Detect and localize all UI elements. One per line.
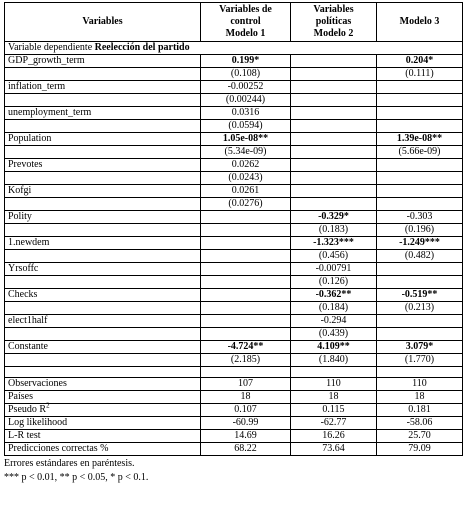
header-model-2: [291, 3, 377, 42]
coefficient-value: -0.00252: [201, 81, 291, 94]
variable-name-spacer: [5, 302, 201, 315]
statistic-label-text: L-R test: [8, 430, 41, 441]
standard-error-row: [5, 224, 463, 237]
statistic-row: [5, 443, 463, 456]
statistic-label-text: Observaciones: [8, 378, 67, 389]
header-model-1-line2: control: [230, 16, 261, 27]
variable-name-spacer: [5, 68, 201, 81]
standard-error-value: (0.439): [291, 328, 377, 341]
variable-name-spacer: [5, 120, 201, 133]
standard-error-value: (1.840): [291, 354, 377, 367]
variable-name-spacer: [5, 354, 201, 367]
coefficient-value: 0.199*: [201, 55, 291, 68]
statistic-label: [5, 378, 201, 391]
table-notes: [4, 457, 462, 485]
coefficient-value: 0.0316: [201, 107, 291, 120]
coefficient-value: [291, 185, 377, 198]
notes-standard-errors: Errores estándares en paréntesis.: [4, 458, 135, 469]
standard-error-value: [201, 328, 291, 341]
coefficient-value: 4.109**: [291, 341, 377, 354]
separator-cell: [377, 367, 463, 378]
coefficient-value: [377, 315, 463, 328]
header-model-1-line1: Variables de: [219, 4, 272, 15]
standard-error-value: (0.183): [291, 224, 377, 237]
coefficient-value: -0.519**: [377, 289, 463, 302]
standard-error-value: [201, 276, 291, 289]
regression-document: [4, 2, 462, 485]
standard-error-row: [5, 276, 463, 289]
variable-name: 1.newdem: [5, 237, 201, 250]
coefficient-row: [5, 263, 463, 276]
standard-error-value: (0.126): [291, 276, 377, 289]
standard-error-value: (0.108): [201, 68, 291, 81]
standard-error-value: (5.66e-09): [377, 146, 463, 159]
standard-error-value: [291, 68, 377, 81]
statistic-value: 0.107: [201, 404, 291, 417]
coefficient-row: [5, 237, 463, 250]
standard-error-value: (0.184): [291, 302, 377, 315]
standard-error-value: [201, 250, 291, 263]
standard-error-value: (2.185): [201, 354, 291, 367]
standard-error-value: [291, 146, 377, 159]
statistic-value: 68.22: [201, 443, 291, 456]
coefficient-row: [5, 315, 463, 328]
dependent-variable-row: [5, 42, 463, 55]
standard-error-value: (1.770): [377, 354, 463, 367]
variable-name-spacer: [5, 328, 201, 341]
coefficient-row: [5, 159, 463, 172]
coefficient-value: [201, 289, 291, 302]
statistic-row: [5, 391, 463, 404]
coefficient-value: [291, 159, 377, 172]
table-header-row: [5, 3, 463, 42]
standard-error-value: (0.0276): [201, 198, 291, 211]
statistic-label-text: Pseudo R: [8, 404, 47, 415]
standard-error-value: [377, 172, 463, 185]
coefficient-value: -0.329*: [291, 211, 377, 224]
dependent-variable-prefix: Variable dependiente: [8, 42, 95, 53]
coefficient-value: [377, 159, 463, 172]
statistic-value: 16.26: [291, 430, 377, 443]
coefficient-value: -0.00791: [291, 263, 377, 276]
coefficient-row: [5, 55, 463, 68]
statistic-value: 79.09: [377, 443, 463, 456]
variable-name: unemployment_term: [5, 107, 201, 120]
standard-error-value: [377, 198, 463, 211]
standard-error-value: (0.213): [377, 302, 463, 315]
standard-error-row: [5, 198, 463, 211]
separator-row: [5, 367, 463, 378]
statistic-value: 110: [377, 378, 463, 391]
separator-cell: [291, 367, 377, 378]
standard-error-value: [291, 198, 377, 211]
variable-name-spacer: [5, 250, 201, 263]
standard-error-value: [291, 94, 377, 107]
statistic-label: [5, 401, 201, 417]
coefficient-value: -0.294: [291, 315, 377, 328]
statistic-row: [5, 417, 463, 430]
statistic-row: [5, 404, 463, 417]
statistic-value: 14.69: [201, 430, 291, 443]
standard-error-value: (0.456): [291, 250, 377, 263]
separator-cell: [5, 367, 201, 378]
standard-error-row: [5, 68, 463, 81]
standard-error-value: [377, 328, 463, 341]
variable-name: Yrsoffc: [5, 263, 201, 276]
coefficient-value: 1.05e-08**: [201, 133, 291, 146]
standard-error-row: [5, 120, 463, 133]
header-model-3: Modelo 3: [377, 3, 463, 42]
coefficient-value: -1.249***: [377, 237, 463, 250]
coefficient-value: [291, 55, 377, 68]
variable-name-spacer: [5, 94, 201, 107]
standard-error-value: (0.111): [377, 68, 463, 81]
coefficient-value: -1.323***: [291, 237, 377, 250]
coefficient-row: [5, 289, 463, 302]
coefficient-row: [5, 133, 463, 146]
statistic-value: 18: [291, 391, 377, 404]
statistic-value: -62.77: [291, 417, 377, 430]
statistic-value: 110: [291, 378, 377, 391]
coefficient-value: -4.724**: [201, 341, 291, 354]
standard-error-row: [5, 146, 463, 159]
coefficient-row: [5, 185, 463, 198]
standard-error-row: [5, 250, 463, 263]
variable-name: Checks: [5, 289, 201, 302]
coefficient-value: [291, 107, 377, 120]
standard-error-value: (0.00244): [201, 94, 291, 107]
variable-name-spacer: [5, 198, 201, 211]
statistic-value: 107: [201, 378, 291, 391]
variable-name: elect1half: [5, 315, 201, 328]
header-model-1: [201, 3, 291, 42]
variable-name: Polity: [5, 211, 201, 224]
coefficient-value: [291, 81, 377, 94]
coefficient-row: [5, 107, 463, 120]
variable-name: Constante: [5, 341, 201, 354]
statistic-value: 0.115: [291, 404, 377, 417]
statistic-label-text: Países: [8, 391, 33, 402]
variable-name: GDP_growth_term: [5, 55, 201, 68]
statistic-label: [5, 430, 201, 443]
header-model-1-label: Modelo 1: [225, 28, 266, 39]
statistic-value: 0.181: [377, 404, 463, 417]
standard-error-value: [377, 276, 463, 289]
dependent-variable-name: Reelección del partido: [94, 42, 190, 53]
statistic-value: 73.64: [291, 443, 377, 456]
coefficient-value: 0.204*: [377, 55, 463, 68]
statistic-label-text: Predicciones correctas %: [8, 443, 109, 454]
standard-error-row: [5, 302, 463, 315]
variable-name-spacer: [5, 146, 201, 159]
statistic-row: [5, 378, 463, 391]
coefficient-value: [377, 263, 463, 276]
dependent-variable-cell: [5, 42, 463, 55]
standard-error-value: [377, 94, 463, 107]
notes-significance: *** p < 0.01, ** p < 0.05, * p < 0.1.: [4, 472, 149, 483]
variable-name-spacer: [5, 172, 201, 185]
statistic-label: [5, 417, 201, 430]
statistic-label: [5, 443, 201, 456]
standard-error-value: [291, 120, 377, 133]
coefficient-value: 0.0261: [201, 185, 291, 198]
coefficient-row: [5, 211, 463, 224]
coefficient-row: [5, 81, 463, 94]
header-model-2-line2: políticas: [315, 16, 352, 27]
coefficient-value: [201, 237, 291, 250]
standard-error-value: [201, 302, 291, 315]
statistic-label: [5, 391, 201, 404]
variable-name: Kofgi: [5, 185, 201, 198]
header-model-2-label: Modelo 2: [313, 28, 354, 39]
standard-error-value: [201, 224, 291, 237]
standard-error-value: (0.482): [377, 250, 463, 263]
statistic-value: -58.06: [377, 417, 463, 430]
variable-name: Population: [5, 133, 201, 146]
standard-error-row: [5, 172, 463, 185]
variable-name-spacer: [5, 276, 201, 289]
variable-name: Prevotes: [5, 159, 201, 172]
standard-error-value: [291, 172, 377, 185]
statistic-label-superscript: 2: [46, 401, 50, 410]
coefficient-value: [377, 81, 463, 94]
coefficient-value: [201, 315, 291, 328]
coefficient-value: [377, 107, 463, 120]
statistic-value: 18: [377, 391, 463, 404]
standard-error-value: (5.34e-09): [201, 146, 291, 159]
standard-error-value: (0.196): [377, 224, 463, 237]
coefficient-value: [201, 211, 291, 224]
coefficient-value: [291, 133, 377, 146]
variable-name: inflation_term: [5, 81, 201, 94]
standard-error-value: [377, 120, 463, 133]
standard-error-row: [5, 94, 463, 107]
statistic-value: 25.70: [377, 430, 463, 443]
coefficient-value: 0.0262: [201, 159, 291, 172]
separator-cell: [201, 367, 291, 378]
coefficient-value: [377, 185, 463, 198]
regression-table: [4, 2, 463, 456]
standard-error-row: [5, 354, 463, 367]
statistic-label-text: Log likelihood: [8, 417, 68, 428]
coefficient-value: -0.362**: [291, 289, 377, 302]
header-variables: Variables: [5, 3, 201, 42]
statistic-value: 18: [201, 391, 291, 404]
statistic-value: -60.99: [201, 417, 291, 430]
standard-error-row: [5, 328, 463, 341]
coefficient-value: [201, 263, 291, 276]
coefficient-row: [5, 341, 463, 354]
statistic-row: [5, 430, 463, 443]
standard-error-value: (0.0243): [201, 172, 291, 185]
variable-name-spacer: [5, 224, 201, 237]
coefficient-value: 3.079*: [377, 341, 463, 354]
coefficient-value: 1.39e-08**: [377, 133, 463, 146]
header-model-2-line1: Variables: [313, 4, 354, 15]
coefficient-value: -0.303: [377, 211, 463, 224]
standard-error-value: (0.0594): [201, 120, 291, 133]
